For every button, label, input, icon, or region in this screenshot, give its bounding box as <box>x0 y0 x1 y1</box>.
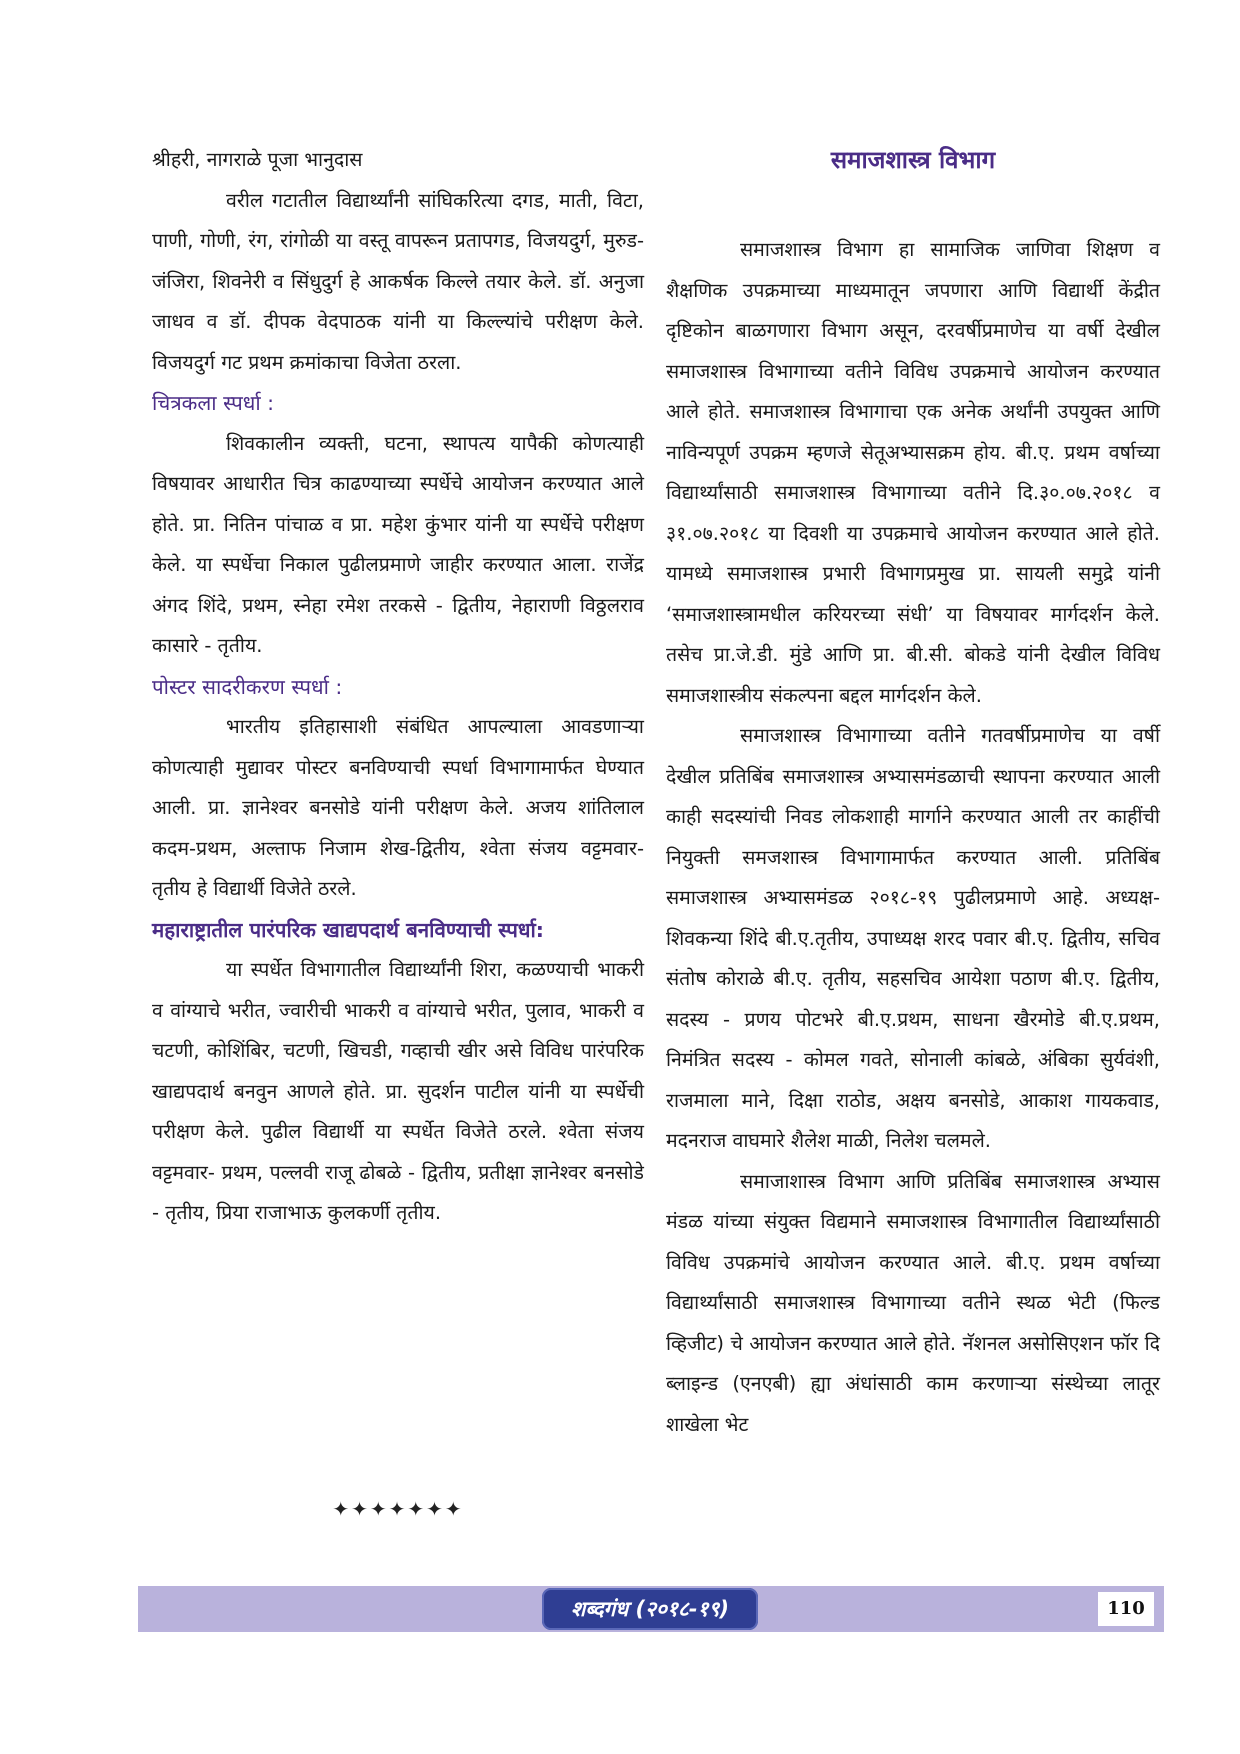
forts-paragraph: वरील गटातील विद्यार्थ्यांनी सांघिकरित्या दगड, माती, विटा, पाणी, गोणी, रंग, रांगोळी या वस्तू वापरून प्रतापगड, विजयदुर्ग, मुरुड-जंजिरा, शिवनेरी व सिंधुदुर्ग हे आकर्षक किल्ले तयार केले. डॉ. अनुजा जाधव व डॉ. दीपक वेदपाठक यांनी या किल्ल्यांचे परीक्षण केले. विजयदुर्ग गट प्रथम क्रमांकाचा विजेता ठरला. <box>152 188 644 374</box>
department-intro-paragraph: समाजशास्त्र विभाग हा सामाजिक जाणिवा शिक्षण व शैक्षणिक उपक्रमाच्या माध्यमातून जपणारा आणि विद्यार्थी केंद्रीत दृष्टिकोन बाळगणारा विभाग असून, दरवर्षीप्रमाणेच या वर्षी देखील समाजशास्त्र विभागाच्या वतीने विविध उपक्रमाचे आयोजन करण्यात आले होते. समाजशास्त्र विभागाचा एक अनेक अर्थांनी उपयुक्त आणि नाविन्यपूर्ण उपक्रम म्हणजे सेतूअभ्यासक्रम होय. बी.ए. प्रथम वर्षाच्या विद्यार्थ्यांसाठी समाजशास्त्र विभागाच्या वतीने दि.३०.०७.२०१८ व ३१.०७.२०१८ या दिवशी या उपक्रमाचे आयोजन करण्यात आले होते. यामध्ये समाजशास्त्र प्रभारी विभागप्रमुख प्रा. सायली समुद्रे यांनी ‘समाजशास्त्रामधील करियरच्या संधी’ या विषयावर मार्गदर्शन केले. तसेच प्रा.जे.डी. मुंडे आणि प्रा. बी.सी. बोकडे यांनी देखील विविध समाजशास्त्रीय संकल्पना बद्दल मार्गदर्शन केले. <box>666 238 1160 707</box>
drawing-competition-heading: चित्रकला स्पर्धा : <box>152 391 275 415</box>
poster-competition-heading: पोस्टर सादरीकरण स्पर्धा : <box>152 674 343 699</box>
food-competition-paragraph: या स्पर्धेत विभागातील विद्यार्थ्यांनी शिरा, कळण्याची भाकरी व वांग्याचे भरीत, ज्वारीची भाकरी व वांग्याचे भरीत, पुलाव, भाकरी व चटणी, कोशिंबिर, चटणी, खिचडी, गव्हाची खीर असे विविध पारंपरिक खाद्यपदार्थ बनवुन आणले होते. प्रा. सुदर्शन पाटील यांनी या स्पर्धेची परीक्षण केले. पुढील विद्यार्थी या स्पर्धेत विजेते ठरले. श्वेता संजय वट्टमवार- प्रथम, पल्लवी राजू ढोबळे - द्वितीय, प्रतीक्षा ज्ञानेश्वर बनसोडे - तृतीय, प्रिया राजाभाऊ कुलकर्णी तृतीय. <box>152 958 644 1224</box>
left-column <box>152 140 644 1234</box>
drawing-competition-paragraph: शिवकालीन व्यक्ती, घटना, स्थापत्य यापैकी कोणत्याही विषयावर आधारीत चित्र काढण्याच्या स्पर्धेचे आयोजन करण्यात आले होते. प्रा. नितिन पांचाळ व प्रा. महेश कुंभार यांनी या स्पर्धेचे परीक्षण केले. या स्पर्धेचा निकाल पुढीलप्रमाणे जाहीर करण्यात आला. राजेंद्र अंगद शिंदे, प्रथम, स्नेहा रमेश तरकसे - द्वितीय, नेहाराणी विठ्ठलराव कासारे - तृतीय. <box>152 431 644 657</box>
section-end-ornament: ✦✦✦✦✦✦✦ <box>332 1497 464 1521</box>
right-column <box>666 140 1160 1445</box>
food-competition-heading: महाराष्ट्रातील पारंपरिक खाद्यपदार्थ बनविण्याची स्पर्धा: <box>152 917 545 942</box>
department-title: समाजशास्त्र विभाग <box>830 146 996 174</box>
intro-line: श्रीहरी, नागराळे पूजा भानुदास <box>152 148 363 171</box>
page-number: 110 <box>1098 1592 1154 1626</box>
poster-competition-paragraph: भारतीय इतिहासाशी संबंधित आपल्याला आवडणाऱ्या कोणत्याही मुद्यावर पोस्टर बनविण्याची स्पर्धा विभागामार्फत घेण्यात आली. प्रा. ज्ञानेश्वर बनसोडे यांनी परीक्षण केले. अजय शांतिलाल कदम-प्रथम, अल्ताफ निजाम शेख-द्वितीय, श्वेता संजय वट्टमवार- तृतीय हे विद्यार्थी विजेते ठरले. <box>152 715 644 900</box>
study-circle-paragraph: समाजशास्त्र विभागाच्या वतीने गतवर्षीप्रमाणेच या वर्षी देखील प्रतिबिंब समाजशास्त्र अभ्यासमंडळाची स्थापना करण्यात आली काही सदस्यांची निवड लोकशाही मार्गाने करण्यात आली तर काहींची नियुक्ती समजशास्त्र विभागामार्फत करण्यात आली. प्रतिबिंब समाजशास्त्र अभ्यासमंडळ २०१८-१९ पुढीलप्रमाणे आहे. अध्यक्ष- शिवकन्या शिंदे बी.ए.तृतीय, उपाध्यक्ष शरद पवार बी.ए. द्वितीय, सचिव संतोष कोराळे बी.ए. तृतीय, सहसचिव आयेशा पठाण बी.ए. द्वितीय, सदस्य - प्रणय पोटभरे बी.ए.प्रथम, साधना खैरमोडे बी.ए.प्रथम, निमंत्रित सदस्य - कोमल गवते, सोनाली कांबळे, अंबिका सुर्यवंशी, राजमाला माने, दिक्षा राठोड, अक्षय बनसोडे, आकाश गायकवाड, मदनराज वाघमारे शैलेश माळी, निलेश चलमले. <box>666 724 1160 1152</box>
publication-name: शब्दगंध (२०१८-१९) <box>542 1588 758 1630</box>
field-visit-paragraph: समाजाशास्त्र विभाग आणि प्रतिबिंब समाजशास्त्र अभ्यास मंडळ यांच्या संयुक्त विद्यमाने समाजशास्त्र विभागातील विद्यार्थ्यांसाठी विविध उपक्रमांचे आयोजन करण्यात आले. बी.ए. प्रथम वर्षाच्या विद्यार्थ्यांसाठी समाजशास्त्र विभागाच्या वतीने स्थळ भेटी (फिल्ड व्हिजीट) चे आयोजन करण्यात आले होते. नॅशनल असोसिएशन फॉर दि ब्लाइन्ड (एनएबी) ह्या अंधांसाठी काम करणाऱ्या संस्थेच्या लातूर शाखेला भेट <box>666 1169 1160 1436</box>
